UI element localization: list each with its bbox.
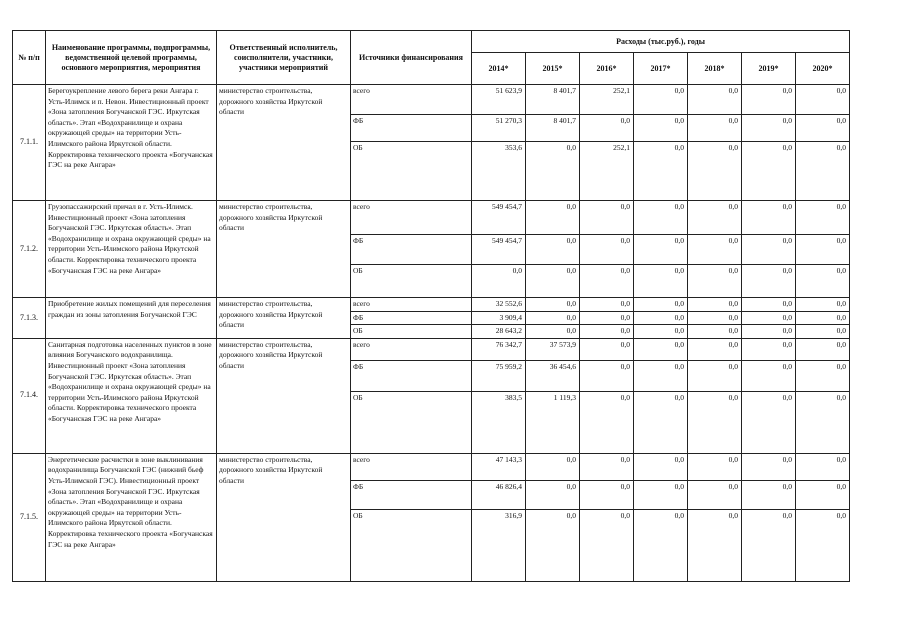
expense-value: 0,0 <box>580 235 634 265</box>
table-row <box>13 453 850 480</box>
table-body <box>13 85 850 582</box>
expense-value: 252,1 <box>580 85 634 115</box>
expense-value: 0,0 <box>526 509 580 581</box>
expense-value: 0,0 <box>796 265 850 298</box>
expense-value: 316,9 <box>472 509 526 581</box>
expense-value: 0,0 <box>580 360 634 391</box>
expense-value: 0,0 <box>526 265 580 298</box>
expense-value: 47 143,3 <box>472 453 526 480</box>
funding-source: всего <box>351 201 472 235</box>
expense-value: 0,0 <box>688 235 742 265</box>
funding-source: всего <box>351 338 472 360</box>
expense-value: 0,0 <box>688 265 742 298</box>
expense-value: 0,0 <box>580 265 634 298</box>
expense-value: 0,0 <box>742 115 796 142</box>
funding-source: ФБ <box>351 115 472 142</box>
funding-source: ФБ <box>351 360 472 391</box>
activity-name: Грузопассажирский причал в г. Усть-Илимск. Инвестиционный проект «Зона затопления Богучанской ГЭС. Иркутская область». Этап «Водохранилище и охрана окружающей среды» на территории Усть-Илимского района Иркутской области. Корректировка технического проекта «Богучанская ГЭС на реке Ангара» <box>46 201 217 298</box>
expense-value: 0,0 <box>796 360 850 391</box>
expense-value: 0,0 <box>634 360 688 391</box>
expense-value: 0,0 <box>796 235 850 265</box>
expense-value: 0,0 <box>472 265 526 298</box>
expense-value: 0,0 <box>634 480 688 509</box>
expense-value: 8 401,7 <box>526 115 580 142</box>
expense-value: 0,0 <box>634 85 688 115</box>
row-number: 7.1.4. <box>13 338 46 453</box>
funding-source: ОБ <box>351 391 472 453</box>
expense-value: 549 454,7 <box>472 201 526 235</box>
expense-value: 0,0 <box>688 85 742 115</box>
expenses-table <box>12 30 850 582</box>
header-name: Наименование программы, подпрограммы, ведомственной целевой программы, основного мероприятия, мероприятия <box>46 31 217 85</box>
expense-value: 0,0 <box>580 325 634 339</box>
funding-source: ОБ <box>351 142 472 201</box>
expense-value: 0,0 <box>742 509 796 581</box>
expense-value: 0,0 <box>634 338 688 360</box>
header-year: 2020* <box>796 53 850 85</box>
expense-value: 0,0 <box>634 201 688 235</box>
expense-value: 0,0 <box>796 311 850 325</box>
row-number: 7.1.1. <box>13 85 46 201</box>
expense-value: 0,0 <box>742 325 796 339</box>
header-num: № п/п <box>13 31 46 85</box>
expense-value: 75 959,2 <box>472 360 526 391</box>
funding-source: ФБ <box>351 311 472 325</box>
expense-value: 0,0 <box>634 298 688 312</box>
header-year: 2017* <box>634 53 688 85</box>
header-year: 2016* <box>580 53 634 85</box>
funding-source: всего <box>351 298 472 312</box>
header-executor: Ответственный исполнитель, соисполнители, участники, участники мероприятий <box>217 31 351 85</box>
expense-value: 0,0 <box>742 453 796 480</box>
funding-source: ОБ <box>351 509 472 581</box>
expense-value: 0,0 <box>742 311 796 325</box>
expense-value: 0,0 <box>796 509 850 581</box>
expense-value: 0,0 <box>580 391 634 453</box>
expense-value: 0,0 <box>796 325 850 339</box>
budget-document <box>12 30 849 582</box>
expense-value: 3 909,4 <box>472 311 526 325</box>
expense-value: 0,0 <box>796 391 850 453</box>
expense-value: 76 342,7 <box>472 338 526 360</box>
expense-value: 0,0 <box>742 480 796 509</box>
expense-value: 0,0 <box>526 235 580 265</box>
expense-value: 46 826,4 <box>472 480 526 509</box>
expense-value: 36 454,6 <box>526 360 580 391</box>
funding-source: всего <box>351 85 472 115</box>
funding-source: ФБ <box>351 235 472 265</box>
responsible-executor: министерство строительства, дорожного хозяйства Иркутской области <box>217 201 351 298</box>
expense-value: 0,0 <box>742 338 796 360</box>
expense-value: 0,0 <box>580 201 634 235</box>
expense-value: 0,0 <box>742 391 796 453</box>
expense-value: 0,0 <box>526 142 580 201</box>
expense-value: 0,0 <box>796 201 850 235</box>
expense-value: 0,0 <box>688 115 742 142</box>
expense-value: 0,0 <box>526 311 580 325</box>
responsible-executor: министерство строительства, дорожного хозяйства Иркутской области <box>217 453 351 581</box>
expense-value: 0,0 <box>688 480 742 509</box>
expense-value: 0,0 <box>634 311 688 325</box>
row-number: 7.1.3. <box>13 298 46 339</box>
expense-value: 252,1 <box>580 142 634 201</box>
table-header <box>13 31 850 85</box>
expense-value: 0,0 <box>580 298 634 312</box>
expense-value: 0,0 <box>580 115 634 142</box>
table-row <box>13 85 850 115</box>
header-year: 2014* <box>472 53 526 85</box>
expense-value: 0,0 <box>634 325 688 339</box>
funding-source: ФБ <box>351 480 472 509</box>
expense-value: 0,0 <box>742 360 796 391</box>
header-year: 2015* <box>526 53 580 85</box>
expense-value: 0,0 <box>688 325 742 339</box>
expense-value: 0,0 <box>742 298 796 312</box>
expense-value: 51 623,9 <box>472 85 526 115</box>
header-source: Источники финансирования <box>351 31 472 85</box>
expense-value: 0,0 <box>742 142 796 201</box>
expense-value: 1 119,3 <box>526 391 580 453</box>
funding-source: ОБ <box>351 265 472 298</box>
expense-value: 0,0 <box>742 201 796 235</box>
responsible-executor: министерство строительства, дорожного хозяйства Иркутской области <box>217 85 351 201</box>
expense-value: 0,0 <box>634 115 688 142</box>
expense-value: 0,0 <box>688 338 742 360</box>
expense-value: 0,0 <box>688 360 742 391</box>
expense-value: 0,0 <box>580 338 634 360</box>
expense-value: 0,0 <box>580 509 634 581</box>
expense-value: 0,0 <box>688 298 742 312</box>
expense-value: 0,0 <box>580 480 634 509</box>
activity-name: Приобретение жилых помещений для переселения граждан из зоны затопления Богучанской ГЭС <box>46 298 217 339</box>
expense-value: 0,0 <box>742 235 796 265</box>
expense-value: 0,0 <box>526 201 580 235</box>
expense-value: 353,6 <box>472 142 526 201</box>
expense-value: 0,0 <box>634 391 688 453</box>
table-row <box>13 201 850 235</box>
expense-value: 0,0 <box>688 142 742 201</box>
expense-value: 0,0 <box>526 298 580 312</box>
header-year: 2019* <box>742 53 796 85</box>
expense-value: 0,0 <box>796 298 850 312</box>
expense-value: 0,0 <box>742 85 796 115</box>
expense-value: 0,0 <box>634 142 688 201</box>
funding-source: ОБ <box>351 325 472 339</box>
expense-value: 0,0 <box>580 311 634 325</box>
row-number: 7.1.2. <box>13 201 46 298</box>
expense-value: 0,0 <box>688 453 742 480</box>
responsible-executor: министерство строительства, дорожного хозяйства Иркутской области <box>217 298 351 339</box>
expense-value: 0,0 <box>688 201 742 235</box>
expense-value: 0,0 <box>688 509 742 581</box>
expense-value: 0,0 <box>526 480 580 509</box>
expense-value: 0,0 <box>634 265 688 298</box>
expense-value: 0,0 <box>526 453 580 480</box>
expense-value: 0,0 <box>796 480 850 509</box>
expense-value: 51 270,3 <box>472 115 526 142</box>
expense-value: 37 573,9 <box>526 338 580 360</box>
expense-value: 383,5 <box>472 391 526 453</box>
expense-value: 0,0 <box>688 311 742 325</box>
expense-value: 0,0 <box>634 509 688 581</box>
expense-value: 0,0 <box>796 453 850 480</box>
header-year: 2018* <box>688 53 742 85</box>
header-expenses: Расходы (тыс.руб.), годы <box>472 31 850 53</box>
expense-value: 0,0 <box>580 453 634 480</box>
funding-source: всего <box>351 453 472 480</box>
activity-name: Санитарная подготовка населенных пунктов в зоне влияния Богучанского водохранилища. Инвестиционный проект «Зона затопления Богучанской ГЭС. Иркутская область». Этап «Водохранилище и охрана окружающей среды» на территории Усть-Илимского района Иркутской области. Корректировка технического проекта «Богучанская ГЭС на реке Ангара» <box>46 338 217 453</box>
expense-value: 0,0 <box>634 235 688 265</box>
expense-value: 0,0 <box>634 453 688 480</box>
expense-value: 0,0 <box>796 142 850 201</box>
activity-name: Берегоукрепление левого берега реки Ангара г. Усть-Илимск и п. Невон. Инвестиционный проект «Зона затопления Богучанской ГЭС. Иркутская область». Этап «Водохранилище и охрана окружающей среды» на территории Усть-Илимского района Иркутской области. Корректировка технического проекта «Богучанская ГЭС на реке Ангара» <box>46 85 217 201</box>
expense-value: 32 552,6 <box>472 298 526 312</box>
expense-value: 0,0 <box>742 265 796 298</box>
expense-value: 0,0 <box>688 391 742 453</box>
expense-value: 28 643,2 <box>472 325 526 339</box>
expense-value: 0,0 <box>796 115 850 142</box>
expense-value: 8 401,7 <box>526 85 580 115</box>
table-row <box>13 338 850 360</box>
row-number: 7.1.5. <box>13 453 46 581</box>
expense-value: 549 454,7 <box>472 235 526 265</box>
expense-value: 0,0 <box>526 325 580 339</box>
expense-value: 0,0 <box>796 338 850 360</box>
responsible-executor: министерство строительства, дорожного хозяйства Иркутской области <box>217 338 351 453</box>
table-row <box>13 298 850 312</box>
expense-value: 0,0 <box>796 85 850 115</box>
activity-name: Энергетические расчистки в зоне выклинивания водохранилища Богучанской ГЭС (нижний бьеф Усть-Илимской ГЭС). Инвестиционный проект «Зона затопления Богучанской ГЭС. Иркутская область». Этап «Водохранилище и охрана окружающей среды» на территории Усть-Илимского района Иркутской области. Корректировка технического проекта «Богучанская ГЭС на реке Ангара» <box>46 453 217 581</box>
